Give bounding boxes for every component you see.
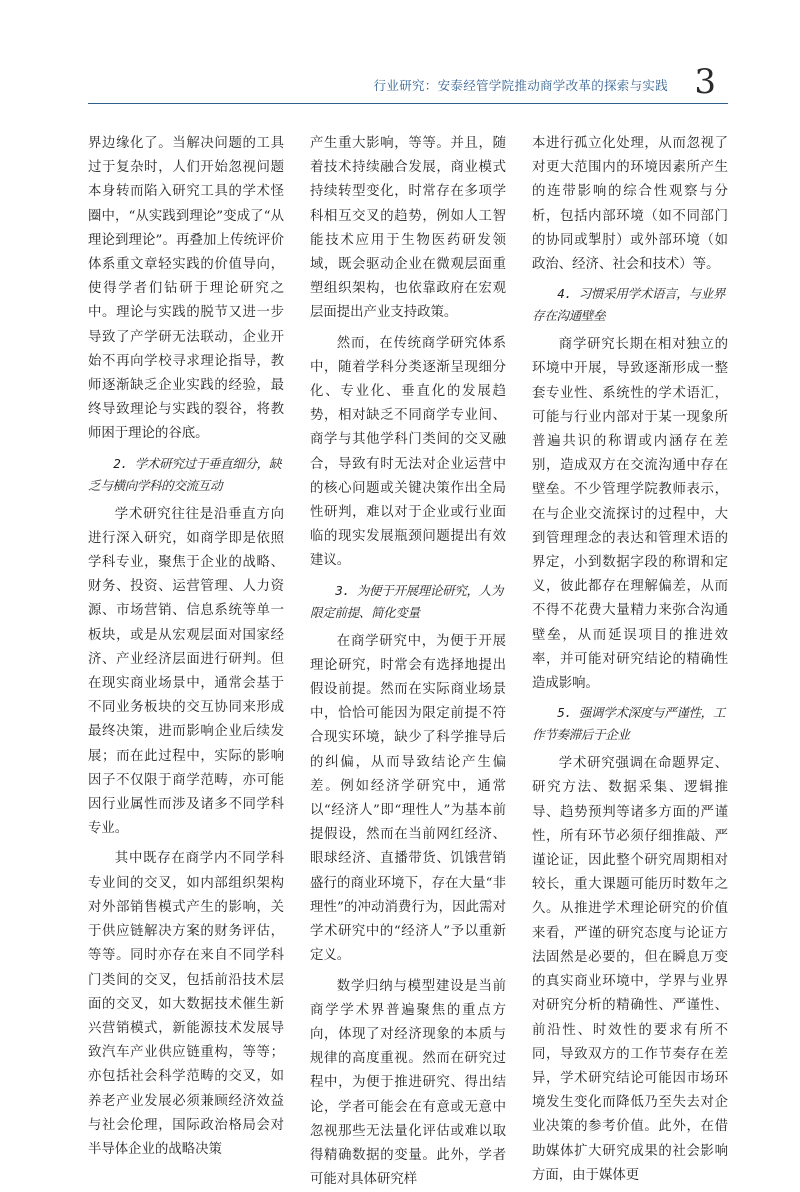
paragraph: 学术研究强调在命题界定、研究方法、数据采集、逻辑推导、趋势预判等诸多方面的严谨性，所有环节必须仔细推敲、严谨论证，因此整个研究周期相对较长，重大课题可能历时数年之久。从推进学术理论研究的价值来看，严谨的研究态度与论证方法固然是必要的，但在瞬息万变的真实商业环境中，学界与业界对研究分析的精确性、严谨性、前沿性、时效性的要求有所不同，导致双方的工作节奏存在差异，学术研究结论可能因市场环境发生变化而降低乃至失去对企业决策的参考价值。此外，在借助媒体扩大研究成果的社会影响方面，由于媒体更 xyxy=(532,752,728,1188)
paragraph: 本进行孤立化处理，从而忽视了对更大范围内的环境因素所产生的连带影响的综合性观察与分析，包括内部环境（如不同部门的协同或掣肘）或外部环境（如政治、经济、社会和技术）等。 xyxy=(532,132,728,277)
page-number: 3 xyxy=(694,62,716,102)
column-3 xyxy=(532,132,728,1192)
paragraph: 然而，在传统商学研究体系中，随着学科分类逐渐呈现细分化、专业化、垂直化的发展趋势，相对缺乏不同商学专业间、商学与其他学科门类间的交叉融合，导致有时无法对企业运营中的核心问题或关键决策作出全局性研判，难以对于企业或行业面临的现实发展瓶颈问题提出有效建议。 xyxy=(310,332,506,574)
paragraph: 界边缘化了。当解决问题的工具过于复杂时，人们开始忽视问题本身转而陷入研究工具的学术怪圈中，“从实践到理论”变成了“从理论到理论”。再叠加上传统评价体系重文章轻实践的价值导向，使得学者们钻研于理论研究之中。理论与实践的脱节又进一步导致了产学研无法联动，企业开始不再向学校寻求理论指导，教师逐渐缺乏企业实践的经验，最终导致理论与实践的裂谷，将教师困于理论的谷底。 xyxy=(88,132,284,447)
section-heading: 2. 学术研究过于垂直细分，缺乏与横向学科的交流互动 xyxy=(88,453,284,497)
section-heading: 3. 为便于开展理论研究，人为限定前提、简化变量 xyxy=(310,580,506,624)
column-2 xyxy=(310,132,506,1192)
paragraph: 数学归纳与模型建设是当前商学学术界普遍聚焦的重点方向，体现了对经济现象的本质与规律的高度重视。然而在研究过程中，为便于推进研究、得出结论，学者可能会在有意或无意中忽视那些无法量化评估或难以取得精确数据的变量。此外，学者可能对具体研究样 xyxy=(310,975,506,1192)
article-body xyxy=(88,132,728,1192)
paragraph: 商学研究长期在相对独立的环境中开展，导致逐渐形成一整套专业性、系统性的学术语汇，可能与行业内部对于某一现象所普遍共识的称谓或内涵存在差别，造成双方在交流沟通中存在壁垒。不少管理学院教师表示，在与企业交流探讨的过程中，大到管理理念的表达和管理术语的界定，小到数据字段的称谓和定义，彼此都存在理解偏差，从而不得不花费大量精力来弥合沟通壁垒，从而延误项目的推进效率，并可能对研究结论的精确性造成影响。 xyxy=(532,333,728,696)
section-heading: 4. 习惯采用学术语言，与业界存在沟通壁垒 xyxy=(532,283,728,327)
paragraph: 在商学研究中，为便于开展理论研究，时常会有选择地提出假设前提。然而在实际商业场景中，恰恰可能因为限定前提不符合现实环境，缺少了科学推导后的纠偏，从而导致结论产生偏差。例如经济学研究中，通常以“经济人”即“理性人”为基本前提假设，然而在当前网红经济、眼球经济、直播带货、饥饿营销盛行的商业环境下，存在大量“非理性”的冲动消费行为，因此需对学术研究中的“经济人”予以重新定义。 xyxy=(310,630,506,969)
paragraph: 产生重大影响，等等。并且，随着技术持续融合发展，商业模式持续转型变化，时常存在多项学科相互交叉的趋势，例如人工智能技术应用于生物医药研发领域，既会驱动企业在微观层面重塑组织架构，也依靠政府在宏观层面提出产业支持政策。 xyxy=(310,132,506,326)
header-divider xyxy=(88,103,728,104)
column-1 xyxy=(88,132,284,1192)
running-header xyxy=(88,62,728,102)
section-heading: 5. 强调学术深度与严谨性，工作节奏滞后于企业 xyxy=(532,702,728,746)
paragraph: 学术研究往往是沿垂直方向进行深入研究，如商学即是依照学科专业，聚焦于企业的战略、财务、投资、运营管理、人力资源、市场营销、信息系统等单一板块，或是从宏观层面对国家经济、产业经济层面进行研判。但在现实商业场景中，通常会基于不同业务板块的交互协同来形成最终决策，进而影响企业后续发展；而在此过程中，实际的影响因子不仅限于商学范畴，亦可能因行业属性而涉及诸多不同学科专业。 xyxy=(88,503,284,842)
header-title: 行业研究：安泰经管学院推动商学改革的探索与实践 xyxy=(374,76,668,94)
paragraph: 其中既存在商学内不同学科专业间的交叉，如内部组织架构对外部销售模式产生的影响，关于供应链解决方案的财务评估，等等。同时亦存在来自不同学科门类间的交叉，包括前沿技术层面的交叉，如大数据技术催生新兴营销模式，新能源技术发展导致汽车产业供应链重构，等等；亦包括社会科学范畴的交叉，如养老产业发展必须兼顾经济效益与社会伦理，国际政治格局会对半导体企业的战略决策 xyxy=(88,847,284,1162)
